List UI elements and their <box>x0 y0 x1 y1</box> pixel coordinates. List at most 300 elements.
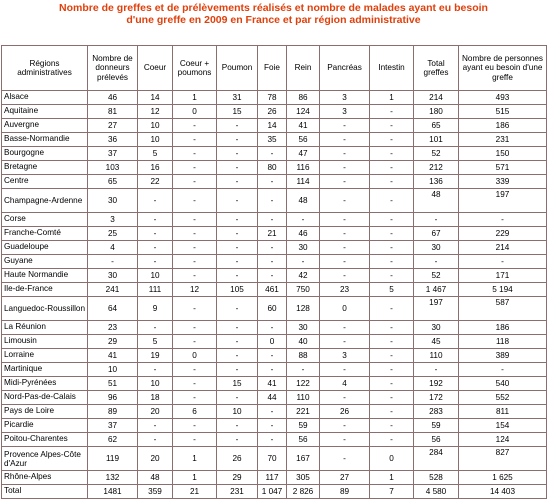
cell-region: Rhône-Alpes <box>2 471 88 485</box>
table-row <box>2 363 547 377</box>
cell-intestine: - <box>370 297 414 321</box>
column-header-region: Régions administratives <box>2 46 88 91</box>
cell-liver: 44 <box>258 391 287 405</box>
cell-kidney: 40 <box>287 335 320 349</box>
cell-total: 52 <box>414 269 459 283</box>
cell-lung: 15 <box>217 105 258 119</box>
cell-heart: - <box>138 255 173 269</box>
cell-lung: - <box>217 269 258 283</box>
cell-intestine: - <box>370 147 414 161</box>
cell-lung: 29 <box>217 471 258 485</box>
cell-patients: 552 <box>459 391 547 405</box>
cell-kidney: 59 <box>287 419 320 433</box>
cell-donors: 89 <box>88 405 138 419</box>
cell-kidney: 47 <box>287 147 320 161</box>
cell-intestine: - <box>370 133 414 147</box>
cell-liver: 26 <box>258 105 287 119</box>
cell-heart-lung: - <box>173 377 217 391</box>
cell-region: Champagne-Ardenne <box>2 189 88 213</box>
cell-heart-lung: 1 <box>173 447 217 471</box>
cell-intestine: - <box>370 363 414 377</box>
cell-pancreas: - <box>320 175 370 189</box>
table-row <box>2 91 547 105</box>
cell-kidney: 128 <box>287 297 320 321</box>
cell-intestine: - <box>370 175 414 189</box>
cell-heart-lung: 6 <box>173 405 217 419</box>
cell-total: 1 467 <box>414 283 459 297</box>
cell-pancreas: - <box>320 119 370 133</box>
cell-lung: 26 <box>217 447 258 471</box>
cell-pancreas: - <box>320 433 370 447</box>
cell-intestine: - <box>370 161 414 175</box>
cell-pancreas: 3 <box>320 349 370 363</box>
cell-intestine: - <box>370 241 414 255</box>
cell-pancreas: 4 <box>320 377 370 391</box>
cell-donors: 1481 <box>88 485 138 499</box>
cell-donors: 64 <box>88 297 138 321</box>
cell-liver: 78 <box>258 91 287 105</box>
cell-intestine: - <box>370 269 414 283</box>
cell-heart-lung: - <box>173 241 217 255</box>
cell-intestine: - <box>370 349 414 363</box>
cell-lung: - <box>217 119 258 133</box>
table-row <box>2 269 547 283</box>
cell-patients: 124 <box>459 433 547 447</box>
cell-lung: 10 <box>217 405 258 419</box>
cell-pancreas: - <box>320 213 370 227</box>
cell-lung: - <box>217 241 258 255</box>
cell-heart: 10 <box>138 269 173 283</box>
cell-lung: - <box>217 349 258 363</box>
column-header-lung: Poumon <box>217 46 258 91</box>
cell-region: Midi-Pyrénées <box>2 377 88 391</box>
table-row <box>2 189 547 213</box>
cell-patients: 389 <box>459 349 547 363</box>
table-row <box>2 321 547 335</box>
cell-region: Bourgogne <box>2 147 88 161</box>
cell-heart: 20 <box>138 447 173 471</box>
table-row <box>2 133 547 147</box>
table-row <box>2 419 547 433</box>
cell-liver: 60 <box>258 297 287 321</box>
cell-pancreas: - <box>320 161 370 175</box>
cell-liver: - <box>258 349 287 363</box>
column-header-liver: Foie <box>258 46 287 91</box>
cell-patients: - <box>459 255 547 269</box>
cell-patients: 1 625 <box>459 471 547 485</box>
table-row <box>2 297 547 321</box>
cell-patients: 186 <box>459 119 547 133</box>
cell-pancreas: - <box>320 321 370 335</box>
cell-total: 528 <box>414 471 459 485</box>
cell-pancreas: - <box>320 363 370 377</box>
cell-intestine: - <box>370 119 414 133</box>
cell-kidney: - <box>287 213 320 227</box>
cell-lung: 31 <box>217 91 258 105</box>
cell-heart-lung: - <box>173 213 217 227</box>
cell-intestine: - <box>370 391 414 405</box>
cell-kidney: 56 <box>287 133 320 147</box>
cell-heart-lung: 1 <box>173 471 217 485</box>
cell-total: 65 <box>414 119 459 133</box>
cell-liver: - <box>258 147 287 161</box>
cell-liver: 1 047 <box>258 485 287 499</box>
cell-heart: 19 <box>138 349 173 363</box>
cell-heart-lung: - <box>173 363 217 377</box>
cell-total: 30 <box>414 241 459 255</box>
cell-lung: 15 <box>217 377 258 391</box>
cell-patients: 154 <box>459 419 547 433</box>
cell-lung: 105 <box>217 283 258 297</box>
cell-pancreas: 89 <box>320 485 370 499</box>
cell-liver: - <box>258 321 287 335</box>
cell-kidney: 86 <box>287 91 320 105</box>
cell-donors: - <box>88 255 138 269</box>
column-header-heart: Coeur <box>138 46 173 91</box>
cell-pancreas: 3 <box>320 105 370 119</box>
cell-kidney: 30 <box>287 241 320 255</box>
cell-intestine: - <box>370 377 414 391</box>
table-row <box>2 447 547 471</box>
cell-heart: - <box>138 419 173 433</box>
cell-heart: - <box>138 241 173 255</box>
cell-total: 45 <box>414 335 459 349</box>
cell-heart: 111 <box>138 283 173 297</box>
table-row <box>2 283 547 297</box>
cell-pancreas: - <box>320 227 370 241</box>
cell-total: 48 <box>414 189 459 213</box>
cell-liver: 35 <box>258 133 287 147</box>
cell-region: Pays de Loire <box>2 405 88 419</box>
cell-total: - <box>414 255 459 269</box>
cell-lung: - <box>217 133 258 147</box>
cell-intestine: - <box>370 335 414 349</box>
cell-donors: 3 <box>88 213 138 227</box>
table-row <box>2 213 547 227</box>
cell-donors: 37 <box>88 419 138 433</box>
cell-heart-lung: - <box>173 133 217 147</box>
cell-region: Haute Normandie <box>2 269 88 283</box>
cell-region: Guadeloupe <box>2 241 88 255</box>
cell-donors: 51 <box>88 377 138 391</box>
cell-total: 212 <box>414 161 459 175</box>
cell-liver: 117 <box>258 471 287 485</box>
cell-liver: - <box>258 363 287 377</box>
cell-kidney: 56 <box>287 433 320 447</box>
cell-pancreas: 27 <box>320 471 370 485</box>
cell-intestine: 5 <box>370 283 414 297</box>
cell-region: Basse-Normandie <box>2 133 88 147</box>
cell-kidney: 46 <box>287 227 320 241</box>
cell-region: Bretagne <box>2 161 88 175</box>
cell-lung: 231 <box>217 485 258 499</box>
cell-patients: 493 <box>459 91 547 105</box>
cell-total: - <box>414 213 459 227</box>
total-row <box>2 485 547 499</box>
cell-donors: 30 <box>88 269 138 283</box>
cell-heart-lung: - <box>173 189 217 213</box>
cell-liver: - <box>258 419 287 433</box>
cell-patients: 229 <box>459 227 547 241</box>
cell-donors: 132 <box>88 471 138 485</box>
cell-heart: - <box>138 189 173 213</box>
cell-pancreas: 23 <box>320 283 370 297</box>
table-row <box>2 119 547 133</box>
cell-heart-lung: - <box>173 433 217 447</box>
cell-donors: 46 <box>88 91 138 105</box>
cell-heart-lung: 12 <box>173 283 217 297</box>
cell-pancreas: - <box>320 419 370 433</box>
cell-region: Auvergne <box>2 119 88 133</box>
cell-pancreas: - <box>320 255 370 269</box>
cell-kidney: 221 <box>287 405 320 419</box>
cell-heart: 10 <box>138 133 173 147</box>
table-row <box>2 175 547 189</box>
cell-intestine: 0 <box>370 447 414 471</box>
cell-lung: - <box>217 255 258 269</box>
cell-donors: 103 <box>88 161 138 175</box>
cell-lung: - <box>217 433 258 447</box>
cell-region: Centre <box>2 175 88 189</box>
cell-heart: 10 <box>138 377 173 391</box>
table-row <box>2 377 547 391</box>
cell-kidney: 41 <box>287 119 320 133</box>
cell-patients: 515 <box>459 105 547 119</box>
cell-intestine: - <box>370 419 414 433</box>
cell-kidney: 110 <box>287 391 320 405</box>
cell-region: Lorraine <box>2 349 88 363</box>
cell-heart-lung: - <box>173 161 217 175</box>
cell-kidney: 167 <box>287 447 320 471</box>
cell-pancreas: - <box>320 391 370 405</box>
cell-lung: - <box>217 227 258 241</box>
cell-patients: 540 <box>459 377 547 391</box>
column-header-total: Total greffes <box>414 46 459 91</box>
column-header-pancreas: Pancréas <box>320 46 370 91</box>
cell-donors: 25 <box>88 227 138 241</box>
cell-liver: 80 <box>258 161 287 175</box>
cell-liver: 0 <box>258 335 287 349</box>
cell-heart-lung: - <box>173 147 217 161</box>
table-body <box>2 91 547 499</box>
cell-patients: 171 <box>459 269 547 283</box>
table-row <box>2 471 547 485</box>
cell-heart-lung: - <box>173 269 217 283</box>
table-row <box>2 161 547 175</box>
cell-total: 172 <box>414 391 459 405</box>
cell-heart: 9 <box>138 297 173 321</box>
cell-lung: - <box>217 175 258 189</box>
cell-pancreas: 26 <box>320 405 370 419</box>
cell-heart: 359 <box>138 485 173 499</box>
cell-heart: 20 <box>138 405 173 419</box>
cell-total: 56 <box>414 433 459 447</box>
cell-total: 214 <box>414 91 459 105</box>
cell-kidney: 88 <box>287 349 320 363</box>
cell-intestine: 1 <box>370 91 414 105</box>
cell-kidney: 2 826 <box>287 485 320 499</box>
cell-total: 30 <box>414 321 459 335</box>
cell-heart: - <box>138 227 173 241</box>
cell-kidney: 122 <box>287 377 320 391</box>
cell-heart: 5 <box>138 147 173 161</box>
cell-region: Picardie <box>2 419 88 433</box>
cell-heart: 18 <box>138 391 173 405</box>
cell-lung: - <box>217 335 258 349</box>
cell-region: Guyane <box>2 255 88 269</box>
cell-heart-lung: - <box>173 335 217 349</box>
cell-patients: 339 <box>459 175 547 189</box>
cell-patients: 587 <box>459 297 547 321</box>
table-row <box>2 335 547 349</box>
cell-heart: 22 <box>138 175 173 189</box>
cell-donors: 30 <box>88 189 138 213</box>
cell-patients: 811 <box>459 405 547 419</box>
cell-region: Corse <box>2 213 88 227</box>
cell-heart-lung: - <box>173 119 217 133</box>
cell-heart: - <box>138 433 173 447</box>
cell-intestine: - <box>370 227 414 241</box>
cell-heart: - <box>138 363 173 377</box>
cell-kidney: 114 <box>287 175 320 189</box>
cell-kidney: 42 <box>287 269 320 283</box>
cell-donors: 41 <box>88 349 138 363</box>
cell-heart: 16 <box>138 161 173 175</box>
cell-patients: 150 <box>459 147 547 161</box>
table-row <box>2 241 547 255</box>
cell-liver: - <box>258 175 287 189</box>
cell-region: Alsace <box>2 91 88 105</box>
cell-pancreas: - <box>320 147 370 161</box>
cell-region: Martinique <box>2 363 88 377</box>
cell-donors: 29 <box>88 335 138 349</box>
cell-liver: - <box>258 189 287 213</box>
cell-heart-lung: - <box>173 419 217 433</box>
table-row <box>2 433 547 447</box>
cell-lung: - <box>217 297 258 321</box>
cell-heart: - <box>138 321 173 335</box>
cell-patients: 118 <box>459 335 547 349</box>
cell-lung: - <box>217 363 258 377</box>
cell-patients: 214 <box>459 241 547 255</box>
cell-kidney: 124 <box>287 105 320 119</box>
cell-lung: - <box>217 161 258 175</box>
cell-liver: - <box>258 241 287 255</box>
cell-total: 67 <box>414 227 459 241</box>
cell-pancreas: - <box>320 269 370 283</box>
cell-intestine: - <box>370 255 414 269</box>
cell-total: 136 <box>414 175 459 189</box>
cell-patients: 14 403 <box>459 485 547 499</box>
cell-pancreas: - <box>320 241 370 255</box>
cell-patients: 827 <box>459 447 547 471</box>
cell-liver: - <box>258 269 287 283</box>
cell-region: Languedoc-Roussillon <box>2 297 88 321</box>
table-row <box>2 349 547 363</box>
cell-total: 283 <box>414 405 459 419</box>
cell-total: 180 <box>414 105 459 119</box>
cell-kidney: 750 <box>287 283 320 297</box>
cell-intestine: - <box>370 405 414 419</box>
cell-liver: 14 <box>258 119 287 133</box>
cell-donors: 10 <box>88 363 138 377</box>
cell-liver: 41 <box>258 377 287 391</box>
cell-pancreas: - <box>320 335 370 349</box>
cell-donors: 119 <box>88 447 138 471</box>
cell-liver: 461 <box>258 283 287 297</box>
column-header-heart-lung: Coeur + poumons <box>173 46 217 91</box>
cell-heart: 12 <box>138 105 173 119</box>
cell-heart: 48 <box>138 471 173 485</box>
cell-intestine: 1 <box>370 471 414 485</box>
cell-liver: - <box>258 433 287 447</box>
cell-total: 284 <box>414 447 459 471</box>
transplant-table <box>1 45 547 499</box>
cell-heart: - <box>138 213 173 227</box>
cell-pancreas: 3 <box>320 91 370 105</box>
cell-liver: - <box>258 255 287 269</box>
cell-patients: 5 194 <box>459 283 547 297</box>
column-header-patients: Nombre de personnes ayant eu besoin d'une greffe <box>459 46 547 91</box>
cell-heart-lung: - <box>173 321 217 335</box>
cell-heart-lung: - <box>173 255 217 269</box>
cell-donors: 62 <box>88 433 138 447</box>
cell-pancreas: - <box>320 189 370 213</box>
cell-patients: - <box>459 363 547 377</box>
cell-region: Total <box>2 485 88 499</box>
cell-intestine: - <box>370 189 414 213</box>
cell-region: Provence Alpes-Côte d'Azur <box>2 447 88 471</box>
cell-lung: - <box>217 321 258 335</box>
column-header-kidney: Rein <box>287 46 320 91</box>
cell-total: 4 580 <box>414 485 459 499</box>
cell-kidney: - <box>287 255 320 269</box>
cell-heart-lung: - <box>173 227 217 241</box>
cell-region: Ile-de-France <box>2 283 88 297</box>
cell-donors: 241 <box>88 283 138 297</box>
column-header-donors: Nombre de donneurs prélevés <box>88 46 138 91</box>
cell-pancreas: - <box>320 133 370 147</box>
cell-total: 52 <box>414 147 459 161</box>
cell-heart: 14 <box>138 91 173 105</box>
cell-total: 101 <box>414 133 459 147</box>
cell-total: 110 <box>414 349 459 363</box>
header-row <box>2 46 547 91</box>
cell-donors: 96 <box>88 391 138 405</box>
cell-donors: 27 <box>88 119 138 133</box>
cell-region: Franche-Comté <box>2 227 88 241</box>
cell-intestine: 7 <box>370 485 414 499</box>
cell-intestine: - <box>370 321 414 335</box>
cell-total: 192 <box>414 377 459 391</box>
cell-heart-lung: 0 <box>173 105 217 119</box>
cell-heart: 10 <box>138 119 173 133</box>
cell-liver: - <box>258 405 287 419</box>
cell-lung: - <box>217 189 258 213</box>
cell-total: 59 <box>414 419 459 433</box>
page-title <box>0 2 547 26</box>
table-row <box>2 105 547 119</box>
cell-heart-lung: 21 <box>173 485 217 499</box>
cell-intestine: - <box>370 105 414 119</box>
table-row <box>2 147 547 161</box>
cell-region: Aquitaine <box>2 105 88 119</box>
cell-patients: 231 <box>459 133 547 147</box>
table-row <box>2 391 547 405</box>
cell-kidney: 116 <box>287 161 320 175</box>
cell-kidney: - <box>287 363 320 377</box>
cell-patients: 197 <box>459 189 547 213</box>
